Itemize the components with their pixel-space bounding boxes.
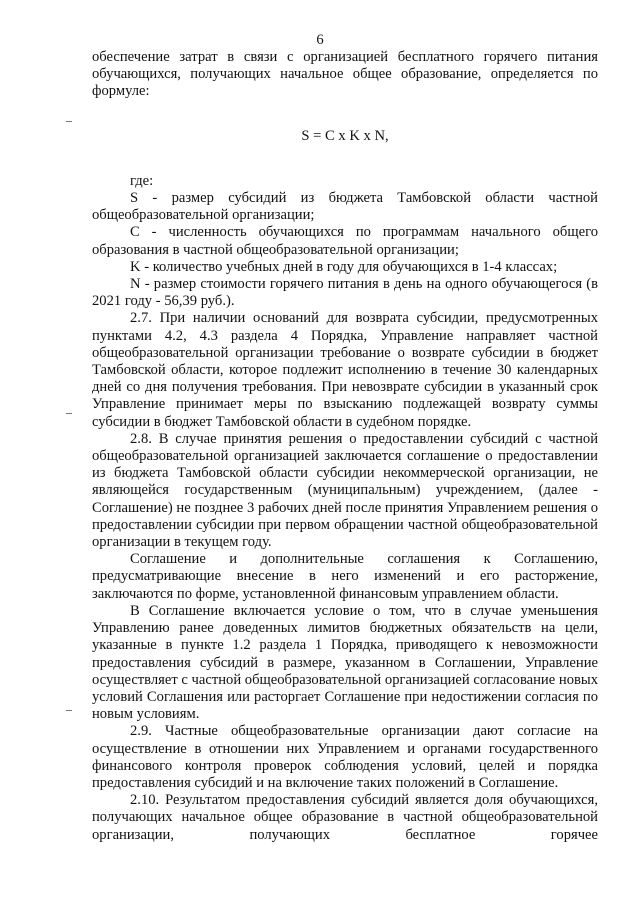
clause-2-7: 2.7. При наличии оснований для возврата субсидии, предусмотренных пунктами 4.2, 4.3 раздела 4 Порядка, Управление направляет частной общеобразовательной организации требование о возврате субсидии в бюджет Тамбовской области, которое подлежит исполнению в течение 30 календарных дней со дня получения требования. При невозврате субсидии в указанный срок Управление принимает меры по взысканию подлежащей возврату суммы субсидии в бюджет Тамбовской области в судебном порядке. xyxy=(92,310,598,430)
intro-paragraph: обеспечение затрат в связи с организацией бесплатного горячего питания обучающихся, получающих начальное общее образование, определяется по формуле: xyxy=(92,49,598,100)
clause-2-9: 2.9. Частные общеобразовательные организации дают согласие на осуществление в отношении них Управлением и органами государственного финансового контроля проверок соблюдения условий, целей и порядка предоставления субсидий и на включение таких положений в Соглашение. xyxy=(92,723,598,791)
document-body xyxy=(92,49,598,844)
definition-n: N - размер стоимости горячего питания в день на одного обучающегося (в 2021 году - 56,39 руб.). xyxy=(92,276,598,310)
formula: S = C x K x N, xyxy=(301,127,389,144)
definition-k: K - количество учебных дней в году для обучающихся в 1-4 классах; xyxy=(130,258,558,275)
margin-mark xyxy=(66,710,72,711)
where-label: где: xyxy=(130,172,154,189)
page-number: 6 xyxy=(316,32,324,48)
definition-s: S - размер субсидий из бюджета Тамбовской области частной общеобразовательной организации; xyxy=(92,190,598,224)
definition-c: C - численность обучающихся по программам начального общего образования в частной общеобразовательной организации; xyxy=(92,224,598,258)
margin-mark xyxy=(66,121,72,122)
agreement-paragraph: Соглашение и дополнительные соглашения к Соглашению, предусматривающие внесение в него изменений и его расторжение, заключаются по форме, установленной финансовым управлением области. xyxy=(92,551,598,602)
margin-mark xyxy=(66,413,72,414)
condition-paragraph: В Соглашение включается условие о том, что в случае уменьшения Управлению ранее доведенных лимитов бюджетных обязательств на цели, указанные в пункте 1.2 раздела 1 Порядка, приводящего к невозможности предоставления субсидий в размере, указанном в Соглашении, Управление осуществляет с частной общеобразовательной организацией согласование новых условий Соглашения или расторгает Соглашение при недостижении согласия по новым условиям. xyxy=(92,602,598,723)
clause-2-8: 2.8. В случае принятия решения о предоставлении субсидий с частной общеобразовательной организацией заключается соглашение о предоставлении из бюджета Тамбовской области субсидии некоммерческой организации, не являющейся государственным (муниципальным) учреждением, (далее - Соглашение) не позднее 3 рабочих дней после принятия Управлением решения о предоставлении субсидии при первом обращении частной общеобразовательной организации в текущем году. xyxy=(92,430,598,551)
clause-2-10: 2.10. Результатом предоставления субсидий является доля обучающихся, получающих начальное общее образование в частной общеобразовательной организации, получающих бесплатное горячее xyxy=(92,792,598,843)
